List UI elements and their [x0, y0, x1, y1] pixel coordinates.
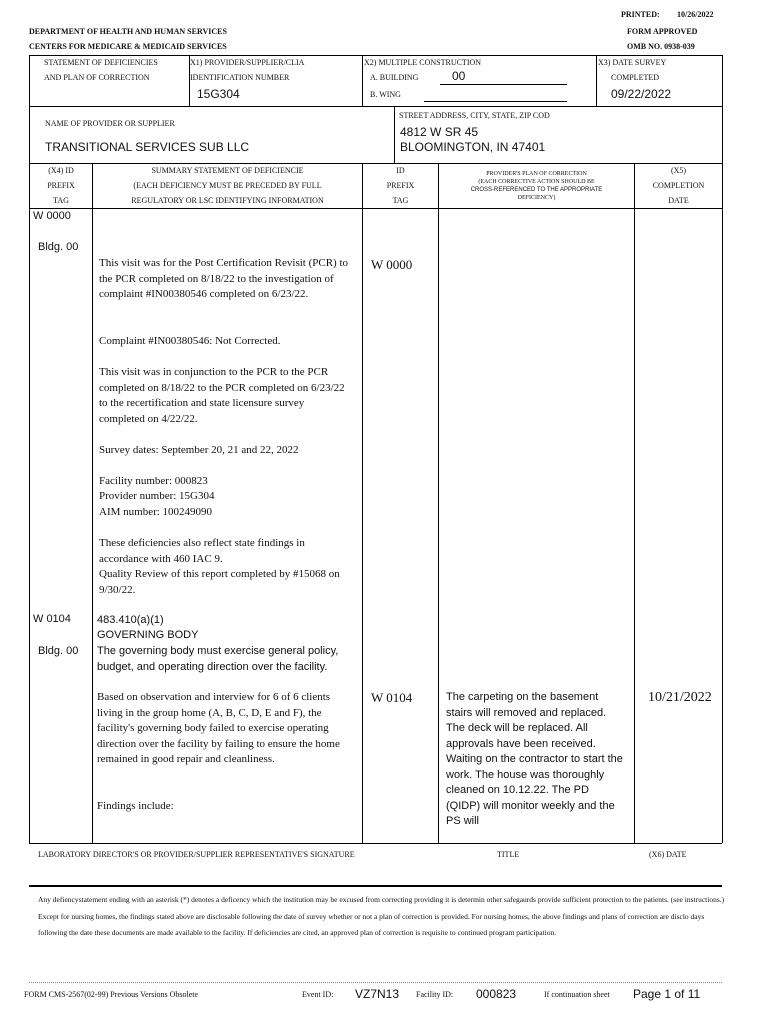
form-approved: FORM APPROVED: [627, 27, 698, 36]
address-line-2: BLOOMINGTON, IN 47401: [400, 140, 546, 154]
facility-number: Facility number: 000823: [99, 475, 208, 487]
x3-label-2: COMPLETED: [611, 73, 659, 82]
entry2-findings-include: Findings include:: [97, 800, 174, 812]
x3-label-1: X3) DATE SURVEY: [598, 58, 667, 67]
disclaimer-text: Any defiencystatement ending with an asterisk (*) denotes a deficency which the institution may be excused from correcting providing it is determin other safegaurds provide sufficient protection to the patients. (see instructions.) Except for nursing homes, the findings stated above are disclosable following the date of survey whether or not a plan of correction is provided. For nursing homes, the above findings and plans of correction are disclo days following the date these documents are made available to the facility. If deficiencies are cited, an approved plan of correction is requisite to continued program participation.: [38, 895, 725, 937]
summary-header-1: SUMMARY STATEMENT OF DEFICIENCIE: [151, 166, 304, 175]
x5-header-3: DATE: [668, 196, 689, 205]
address-label: STREET ADDRESS, CITY, STATE, ZIP COD: [399, 111, 550, 120]
entry2-tag: W 0104: [33, 613, 71, 625]
entry2-id-tag: W 0104: [371, 690, 413, 705]
entry2-building: Bldg. 00: [38, 645, 79, 657]
entry1-paragraph-6: These deficiencies also reflect state findings in accordance with 460 IAC 9.: [99, 537, 305, 565]
x4-header-2: PREFIX: [47, 181, 75, 190]
provider-id-value: 15G304: [197, 87, 240, 101]
entry1-paragraph-1: This visit was for the Post Certification Revisit (PCR) to the PCR completed on 8/18/22 to the investigation of complaint #IN00380546 completed on 6/23/22.: [99, 257, 349, 300]
entry2-requirement: The governing body must exercise general policy, budget, and operating direction over the facility.: [97, 645, 339, 673]
title-label: TITLE: [497, 850, 520, 859]
x2-label: X2) MULTIPLE CONSTRUCTION: [364, 58, 482, 67]
building-value: 00: [452, 69, 466, 83]
address-line-1: 4812 W SR 45: [400, 125, 479, 139]
entry1-paragraph-2: Complaint #IN00380546: Not Corrected.: [99, 335, 281, 347]
dept-line-2: CENTERS FOR MEDICARE & MEDICAID SERVICES: [29, 42, 227, 51]
id-header-3: TAG: [392, 196, 409, 205]
omb-number: OMB NO. 0938-039: [627, 42, 695, 51]
entry1-paragraph-4: Survey dates: September 20, 21 and 22, 2022: [99, 444, 299, 456]
facility-id-label: Facility ID:: [416, 990, 454, 999]
entry1-paragraph-3: This visit was in conjunction to the PCR to the PCR completed on 8/18/22 to the PCR completed on 6/23/22 to the recertification and state licensure survey completed on 4/22/22.: [99, 366, 345, 425]
id-header-2: PREFIX: [386, 181, 415, 190]
facility-id-value: 000823: [476, 987, 517, 1001]
entry2-finding: Based on observation and interview for 6 of 6 clients living in the group home (A, B, C, D, E and F), the facility's governing body failed to exercise operating direction over the facility by failing to ensure the home remained in good repair and cleanliness.: [97, 691, 340, 765]
x4-header-1: (X4) ID: [48, 166, 74, 175]
entry2-plan-of-correction: The carpeting on the basement stairs will removed and replaced. The deck will be replaced. All approvals have been received. Waiting on the contractor to start the work. The house was thoroughly cleaned on 10.12.22. The PD (QIDP) will monitor weekly and the PS will: [446, 691, 623, 827]
entry1-id-tag: W 0000: [371, 257, 413, 272]
form-label: FORM CMS-2567(02-99) Previous Versions Obsolete: [24, 990, 199, 999]
plan-header-2: (EACH CORRECTIVE ACTION SHOULD BE: [478, 179, 595, 185]
x4-header-3: TAG: [53, 196, 69, 205]
signature-label: LABORATORY DIRECTOR'S OR PROVIDER/SUPPLIER REPRESENTATIVE'S SIGNATURE: [38, 850, 355, 859]
continuation-label: If continuation sheet: [544, 990, 610, 999]
x6-date-label: (X6) DATE: [649, 850, 687, 859]
provider-name-value: TRANSITIONAL SERVICES SUB LLC: [45, 140, 250, 154]
event-id-label: Event ID:: [302, 990, 334, 999]
printed-label: PRINTED:: [621, 10, 660, 19]
plan-header-3: CROSS-REFERENCED TO THE APPROPRIATE: [470, 187, 603, 193]
provider-number: Provider number: 15G304: [99, 490, 215, 502]
printed-date: 10/26/2022: [677, 10, 714, 19]
page-number: Page 1 of 11: [633, 987, 701, 1001]
summary-header-2: (EACH DEFICIENCY MUST BE PRECEDED BY FULL: [133, 181, 322, 190]
x5-header-1: (X5): [670, 166, 687, 175]
entry2-title: GOVERNING BODY: [97, 629, 199, 641]
aim-number: AIM number: 100249090: [99, 506, 213, 518]
survey-completed-date: 09/22/2022: [611, 87, 672, 101]
x1-label-2: IDENTIFICATION NUMBER: [190, 73, 290, 82]
statement-label-2: AND PLAN OF CORRECTION: [44, 73, 150, 82]
statement-label-1: STATEMENT OF DEFICIENCIES: [44, 58, 158, 67]
x1-label-1: X1) PROVIDER/SUPPLIER/CLIA: [190, 58, 305, 67]
id-header-1: ID: [396, 166, 405, 175]
event-id-value: VZ7N13: [355, 987, 400, 1001]
wing-label: B. WING: [370, 90, 401, 99]
plan-header-1: PROVIDER'S PLAN OF CORRECTION: [486, 171, 587, 177]
plan-header-4: DEFICIENCY): [517, 195, 556, 201]
x5-header-2: COMPLETION: [652, 181, 705, 190]
entry1-tag: W 0000: [33, 210, 71, 222]
entry1-paragraph-7: Quality Review of this report completed by #15068 on 9/30/22.: [99, 568, 340, 596]
entry1-building: Bldg. 00: [38, 241, 79, 253]
entry2-completion-date: 10/21/2022: [648, 690, 712, 705]
provider-name-label: NAME OF PROVIDER OR SUPPLIER: [45, 119, 175, 128]
entry2-regulation: 483.410(a)(1): [97, 614, 164, 626]
dept-line-1: DEPARTMENT OF HEALTH AND HUMAN SERVICES: [29, 27, 227, 36]
building-label: A. BUILDING: [370, 73, 419, 82]
summary-header-3: REGULATORY OR LSC IDENTIFYING INFORMATION: [131, 196, 324, 205]
